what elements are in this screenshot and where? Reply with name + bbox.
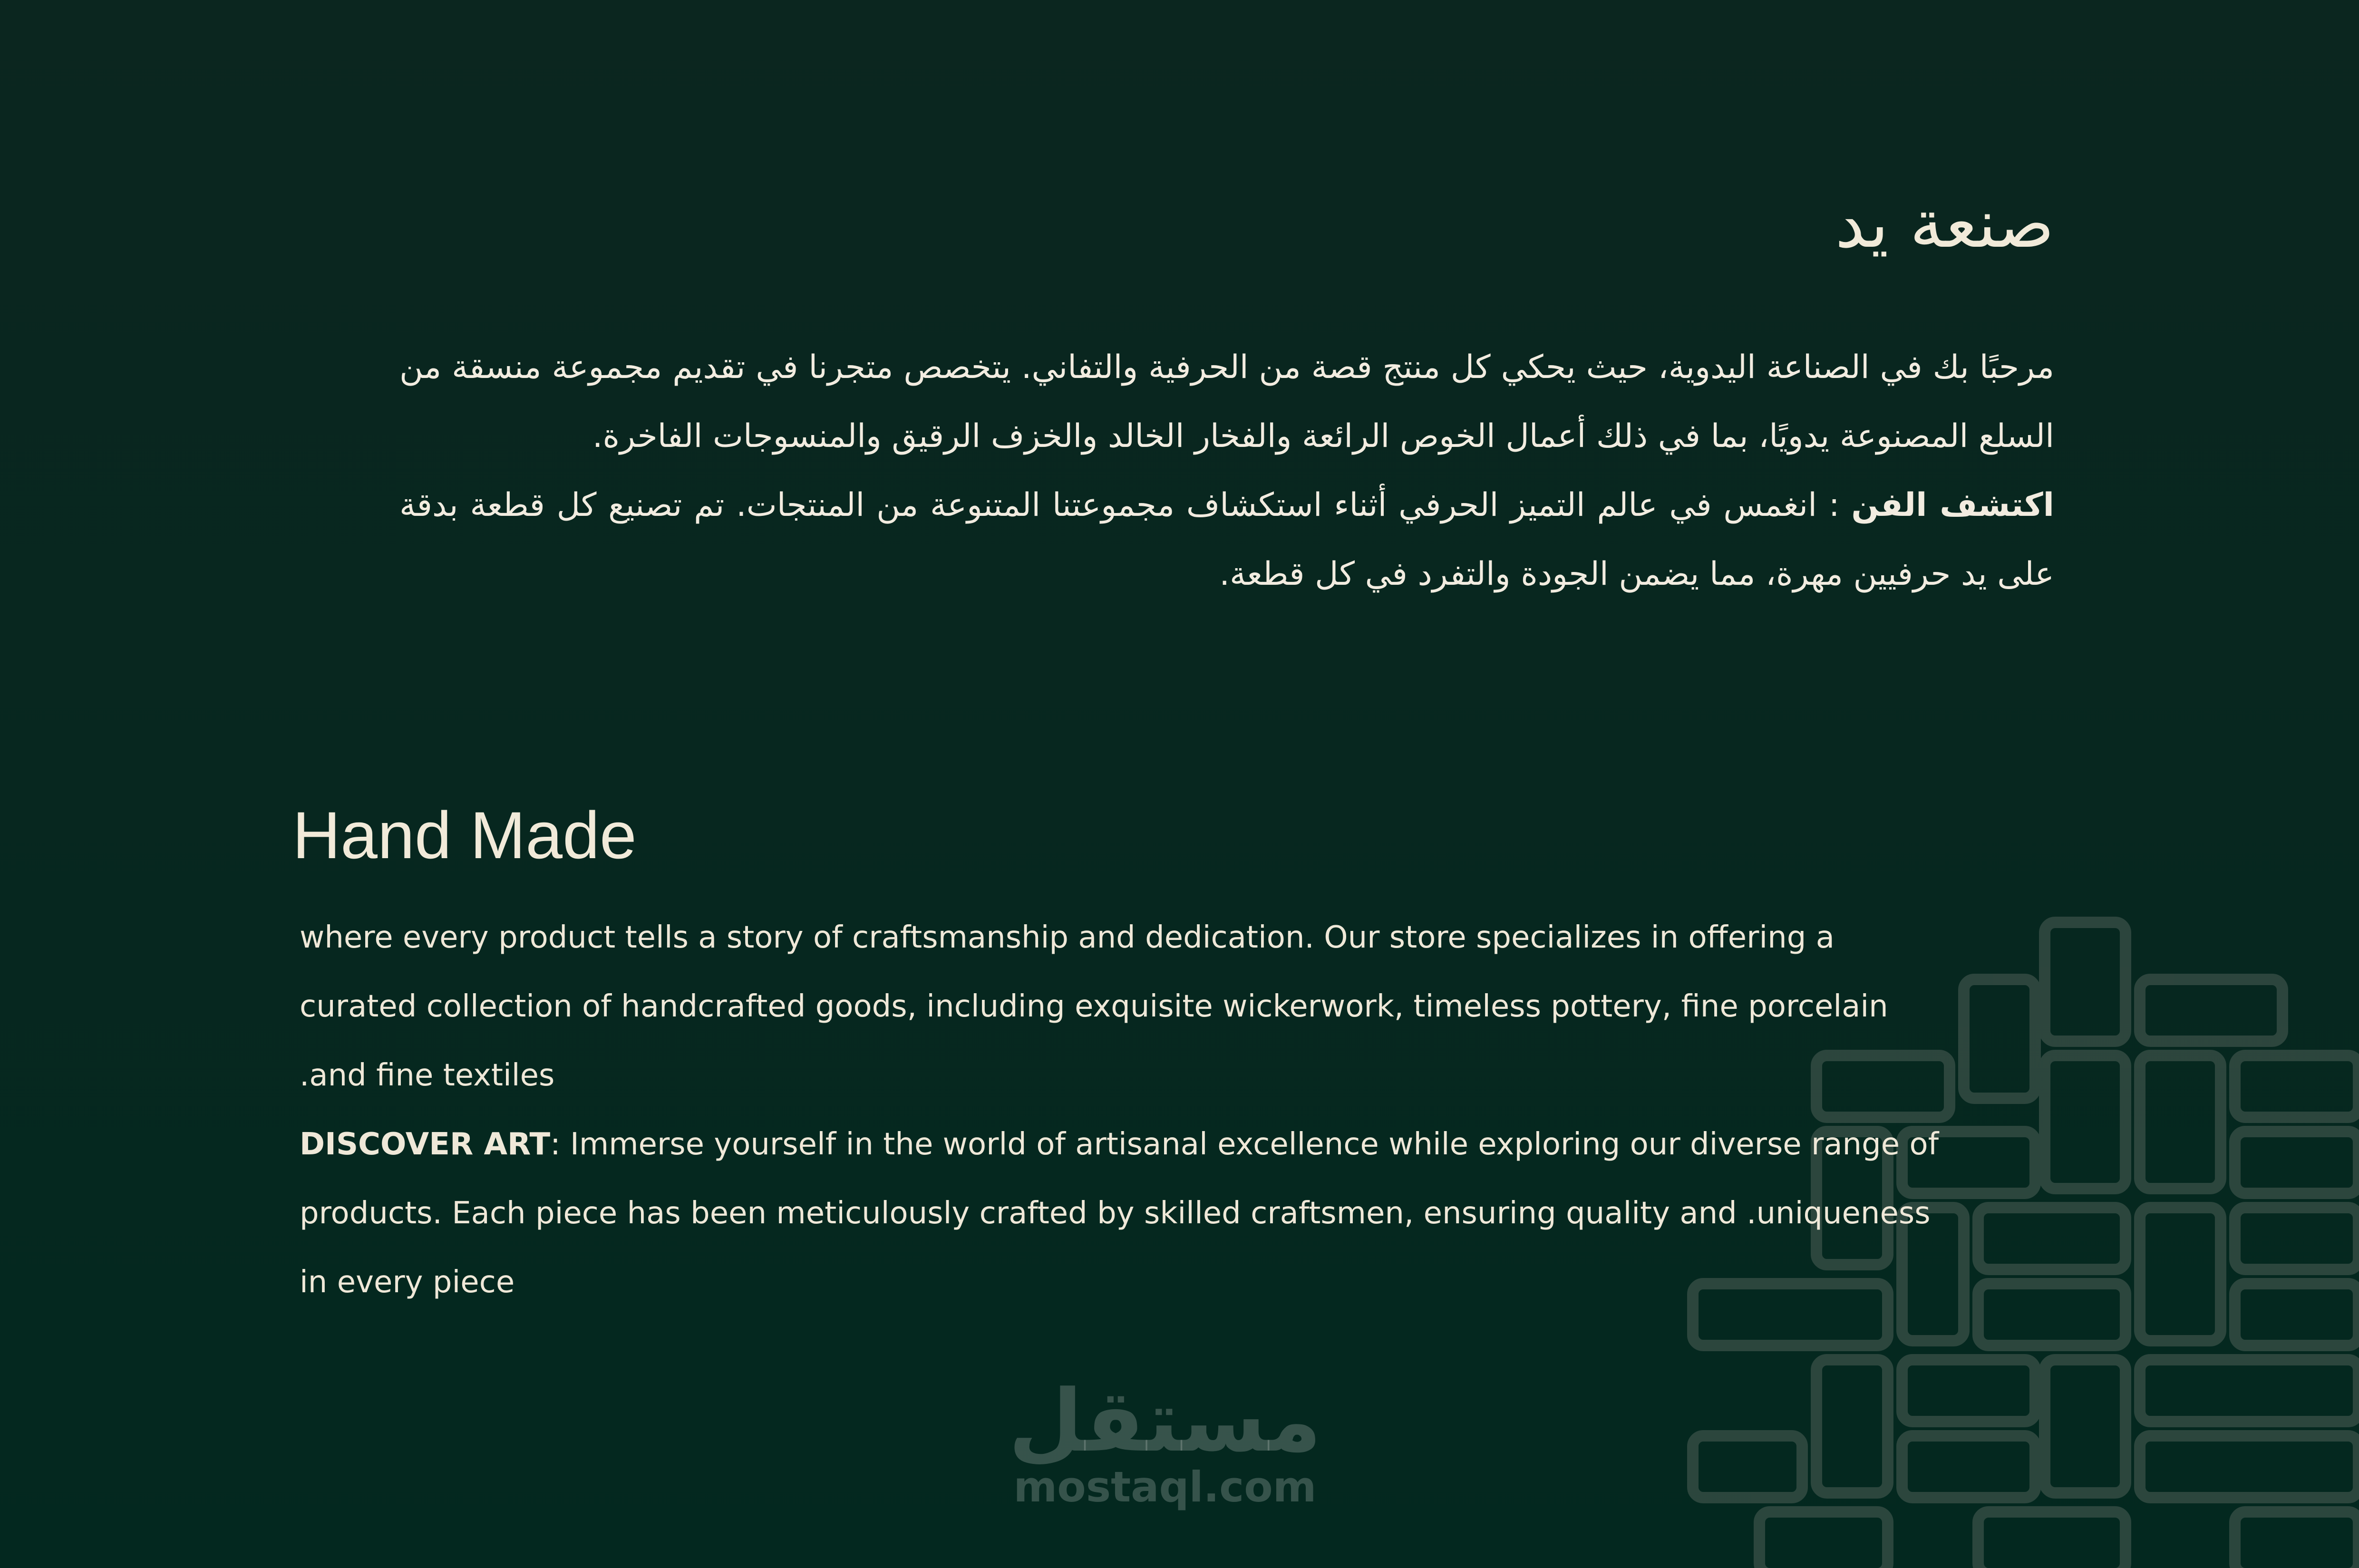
arabic-title: صنعة يد (1835, 185, 2054, 263)
arabic-paragraph-1: مرحبًا بك في الصناعة اليدوية، حيث يحكي كل منتج قصة من الحرفية والتفاني. يتخصص متجرنا في تقديم مجموعة منسقة من السلع المصنوعة يدويًا، بما في ذلك أعمال الخوص الرائعة والفخار الخالد والخزف الرقيق والمنسوجات الفاخرة. (399, 348, 2054, 455)
english-paragraph-2-text: : Immerse yourself in the world of artisanal excellence while exploring our diverse range of products. Each piece has been meticulously crafted by skilled craftsmen, ensuring quality and .uniqueness in every piece (300, 1127, 1939, 1300)
watermark-latin: mostaql.com (1013, 1462, 1317, 1511)
english-title: Hand Made (292, 798, 637, 872)
mostaql-watermark (999, 1372, 1331, 1511)
english-paragraph-1: where every product tells a story of craftsmanship and dedication. Our store specializes in offering a curated collection of handcrafted goods, including exquisite wickerwork, timeless pottery, fine porcelain .and fine textiles (300, 920, 1888, 1093)
english-body (300, 903, 1950, 1317)
arabic-paragraph-2-text: : انغمس في عالم التميز الحرفي أثناء استكشاف مجموعتنا المتنوعة من المنتجات. تم تصنيع كل قطعة بدقة على يد حرفيين مهرة، مما يضمن الجودة والتفرد في كل قطعة. (399, 486, 2054, 593)
english-discover-label: DISCOVER ART (300, 1127, 551, 1162)
watermark-arabic: مستقل (1008, 1372, 1322, 1471)
arabic-paragraph-2 (399, 471, 2054, 609)
arabic-discover-label: اكتشف الفن (1851, 486, 2054, 524)
arabic-body (399, 333, 2054, 609)
english-paragraph-2 (300, 1110, 1950, 1317)
